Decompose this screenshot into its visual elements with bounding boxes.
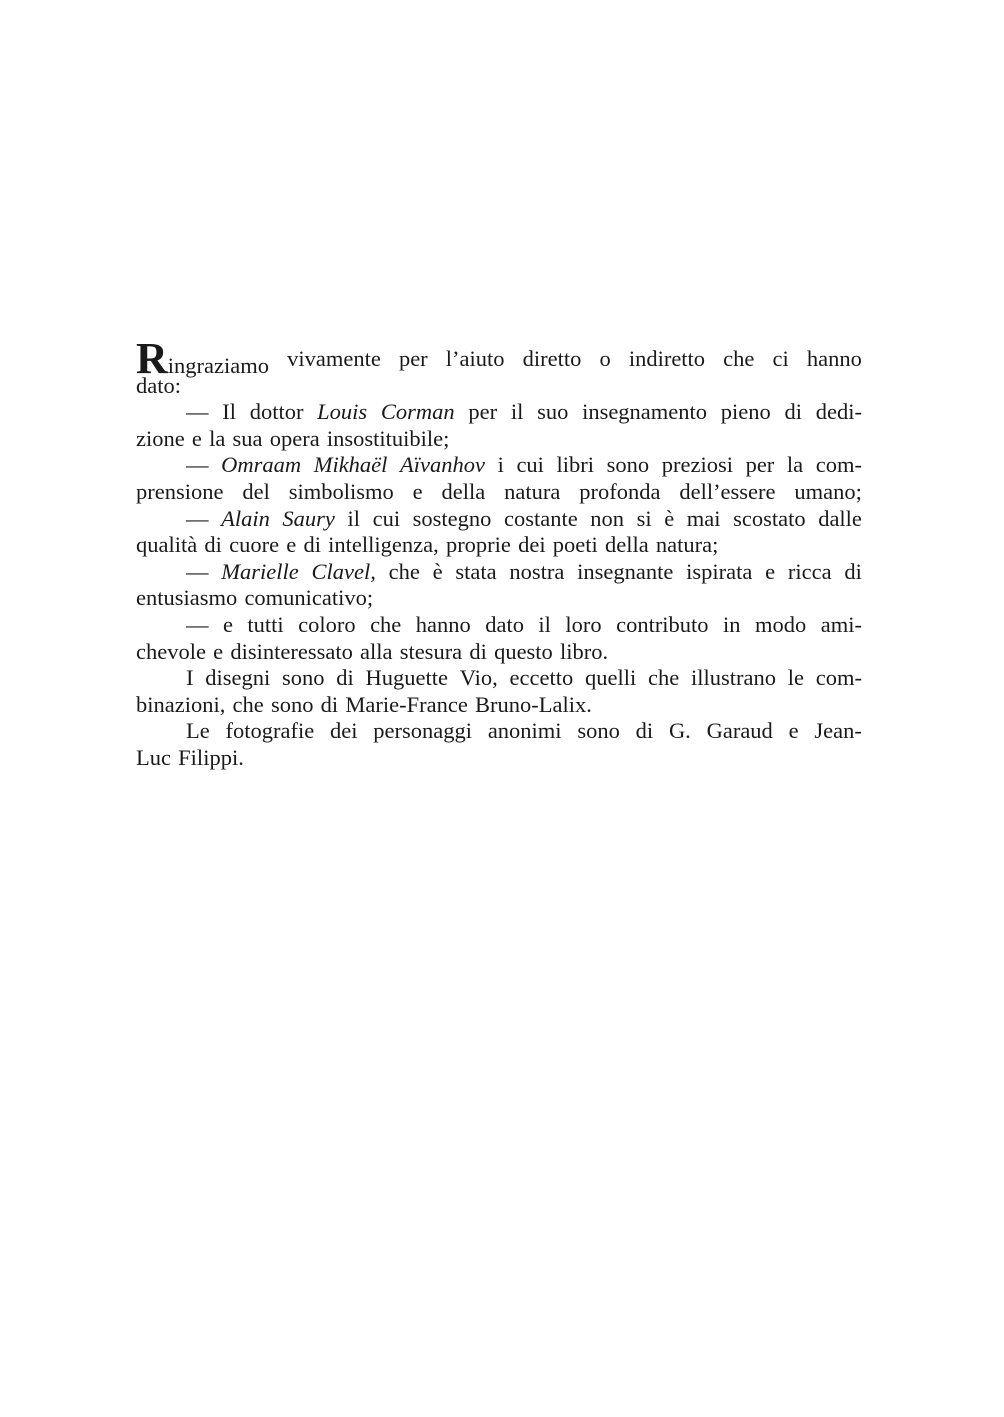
word: scostato — [733, 505, 806, 531]
word: intelligenza, — [328, 532, 439, 558]
word: Bruno-Lalix. — [475, 691, 592, 717]
word: le — [787, 665, 804, 691]
word: che — [388, 558, 420, 584]
word: questo — [494, 638, 553, 664]
word: di — [635, 718, 654, 744]
word: pieno — [720, 399, 771, 425]
word: fotografie — [225, 718, 315, 744]
word: ami- — [820, 611, 862, 637]
word: hanno — [806, 346, 862, 371]
text-line — [136, 612, 862, 639]
word: G. — [668, 718, 691, 744]
word: è — [432, 558, 443, 584]
italic-name: Louis — [317, 399, 368, 425]
word: qualità — [136, 532, 198, 558]
word: e — [412, 478, 423, 504]
word: vivamente — [287, 346, 381, 371]
word: indiretto — [628, 346, 706, 371]
text-line — [136, 639, 862, 666]
word: Marie-France — [345, 691, 468, 717]
word: i — [497, 452, 504, 478]
word: — — [186, 399, 209, 425]
word: I — [186, 665, 194, 691]
word: diretto — [522, 346, 582, 371]
word: zione — [136, 425, 185, 451]
word: l’aiuto — [445, 346, 505, 371]
word: che — [232, 691, 264, 717]
word: contributo — [616, 611, 709, 637]
word: poeti — [552, 532, 598, 558]
word: prensione — [136, 478, 224, 504]
italic-name: Alain — [221, 505, 270, 531]
word: stesura — [399, 638, 463, 664]
word: che — [370, 611, 402, 637]
word: coloro — [298, 611, 356, 637]
word: dato — [485, 611, 524, 637]
word: di — [336, 665, 354, 691]
word: Il — [222, 399, 236, 425]
word: dedi- — [815, 399, 862, 425]
word: la — [209, 425, 226, 451]
word: costante — [503, 505, 578, 531]
word: binazioni, — [136, 691, 226, 717]
italic-name: Clavel, — [311, 558, 376, 584]
word: — — [186, 558, 209, 584]
text-line — [136, 532, 862, 559]
word: del — [242, 478, 270, 504]
word: sono — [577, 718, 620, 744]
word: per — [468, 399, 498, 425]
word: il — [538, 611, 551, 637]
text-line — [136, 334, 862, 383]
word: di — [469, 638, 487, 664]
word: dei — [518, 532, 546, 558]
word: non — [590, 505, 625, 531]
text-line — [136, 585, 862, 612]
word: e — [788, 718, 799, 744]
word: sono — [282, 665, 325, 691]
word: tutti — [247, 611, 284, 637]
word: di — [784, 399, 802, 425]
word: Jean- — [814, 718, 862, 744]
word: in — [723, 611, 741, 637]
word: di — [303, 532, 321, 558]
text-line — [136, 718, 862, 745]
drop-cap: R — [136, 334, 168, 383]
word: Le — [186, 718, 210, 744]
italic-name: Corman — [380, 399, 455, 425]
word: umano; — [794, 478, 862, 504]
word: Vio, — [459, 665, 498, 691]
word: dalle — [818, 505, 862, 531]
word: Filippi. — [178, 744, 244, 770]
word: o — [599, 346, 611, 371]
italic-name: Omraam — [221, 452, 302, 478]
word: preziosi — [661, 452, 733, 478]
italic-name: Marielle — [221, 558, 299, 584]
word: natura; — [655, 532, 719, 558]
word: modo — [754, 611, 807, 637]
word: alla — [360, 638, 393, 664]
word: e — [222, 611, 233, 637]
word: natura — [504, 478, 561, 504]
word: illustrano — [690, 665, 776, 691]
word: Garaud — [706, 718, 773, 744]
word: — — [186, 505, 209, 531]
word: che — [723, 346, 755, 371]
word: è — [664, 505, 675, 531]
word: di — [844, 558, 862, 584]
word: hanno — [415, 611, 471, 637]
italic-name: Aïvanhov — [400, 452, 485, 478]
word: Ringraziamo — [136, 334, 269, 383]
word: simbolismo — [288, 478, 394, 504]
word: e — [765, 558, 776, 584]
word: ricca — [787, 558, 832, 584]
word: anonimi — [487, 718, 562, 744]
text-line — [136, 692, 862, 719]
word: eccetto — [509, 665, 574, 691]
text-line — [136, 745, 862, 772]
word: per — [745, 452, 775, 478]
text-line — [136, 399, 862, 426]
acknowledgements-text — [136, 334, 862, 772]
word: il — [510, 399, 524, 425]
word: ispirata — [686, 558, 753, 584]
word: entusiasmo — [136, 585, 238, 611]
word: dottor — [249, 399, 304, 425]
word: dell’essere — [679, 478, 776, 504]
word: sono — [270, 691, 314, 717]
word: opera — [269, 425, 320, 451]
word: insostituibile; — [326, 425, 450, 451]
word: della — [441, 478, 486, 504]
word: e — [191, 425, 202, 451]
word: e — [286, 532, 297, 558]
word: stata — [455, 558, 497, 584]
word: comunicativo; — [244, 585, 374, 611]
word: proprie — [445, 532, 511, 558]
word: che — [648, 665, 680, 691]
word: insegnante — [577, 558, 674, 584]
text-line — [136, 506, 862, 533]
word: si — [636, 505, 652, 531]
word: dei — [330, 718, 358, 744]
text-line — [136, 479, 862, 506]
word: com- — [815, 452, 862, 478]
word: disinteressato — [230, 638, 353, 664]
text-line — [136, 665, 862, 692]
word: e — [213, 638, 224, 664]
word: disegni — [205, 665, 271, 691]
word: il — [347, 505, 360, 531]
word: cui — [516, 452, 544, 478]
word: cuore — [229, 532, 280, 558]
word: nostra — [509, 558, 565, 584]
word: Luc — [136, 744, 171, 770]
word: sostegno — [412, 505, 492, 531]
italic-name: Saury — [282, 505, 335, 531]
text-line — [136, 426, 862, 453]
word: sua — [232, 425, 263, 451]
text-line — [136, 452, 862, 479]
word: insegnamento — [582, 399, 708, 425]
word: — — [186, 452, 209, 478]
word: — — [186, 611, 209, 637]
word: cui — [372, 505, 401, 531]
word: della — [604, 532, 649, 558]
word: libro. — [560, 638, 609, 664]
word: personaggi — [373, 718, 473, 744]
word: di — [204, 532, 222, 558]
word: mai — [686, 505, 721, 531]
word: com- — [815, 665, 862, 691]
word: per — [398, 346, 428, 371]
word: profonda — [579, 478, 661, 504]
word: suo — [537, 399, 569, 425]
word: loro — [565, 611, 602, 637]
word: Huguette — [365, 665, 449, 691]
word: ci — [772, 346, 789, 371]
word: quelli — [585, 665, 637, 691]
word: la — [786, 452, 804, 478]
italic-name: Mikhaël — [313, 452, 388, 478]
word: di — [320, 691, 339, 717]
word: libri — [556, 452, 595, 478]
text-line — [136, 559, 862, 586]
word: dato: — [136, 372, 181, 398]
word: sono — [606, 452, 650, 478]
word: chevole — [136, 638, 206, 664]
